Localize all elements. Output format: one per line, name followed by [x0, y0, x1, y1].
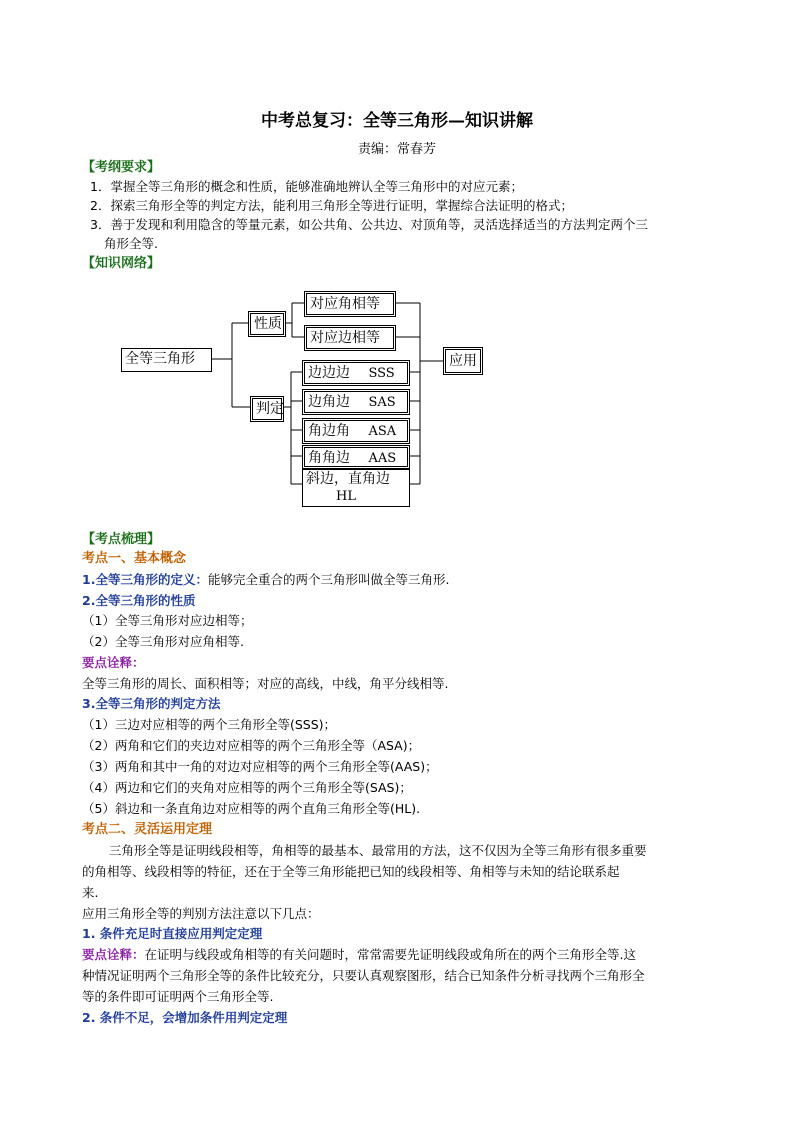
network-property-angle: 对应角相等	[304, 291, 396, 317]
syllabus-item-3: 3．善于发现和利用隐含的等量元素，如公共角、公共边、对顶角等，灵活选择适当的方法判定两个三	[90, 217, 648, 232]
network-apply-node: 应用	[443, 347, 483, 375]
paragraph1-line1: 三角形全等是证明线段相等，角相等的最基本、最常用的方法，这不仅因为全等三角形有很多重要	[109, 843, 647, 858]
syllabus-heading: 【考纲要求】	[82, 160, 161, 175]
judge-method-1: （1）三边对应相等的两个三角形全等(SSS)；	[82, 717, 337, 732]
point2-title: 考点二、灵活运用定理	[82, 822, 213, 837]
document-author: 责编：常春芳	[357, 142, 436, 157]
property-item-2: （2）全等三角形对应角相等.	[82, 634, 244, 649]
network-heading: 【知识网络】	[82, 256, 161, 271]
judge-hl-line2: HL	[336, 489, 356, 504]
syllabus-item-3-cont: 角形全等.	[104, 236, 158, 251]
judge-sas-en: SAS	[368, 395, 396, 410]
judge-method-2: （2）两角和它们的夹边对应相等的两个三角形全等（ASA)；	[82, 738, 421, 753]
condition1-title: 1. 条件充足时直接应用判定定理	[82, 926, 263, 941]
judge-asa-cn: 角边角	[308, 423, 350, 439]
judge-aas-en: AAS	[368, 451, 397, 466]
paragraph1-line3: 来.	[82, 885, 99, 900]
network-judge-node: 判定	[250, 396, 284, 422]
property-label: 2.全等三角形的性质	[82, 593, 196, 608]
condition2-title: 2. 条件不足，会增加条件用判定定理	[82, 1010, 288, 1025]
point1-title: 考点一、基本概念	[82, 551, 187, 566]
network-judge-aas	[302, 445, 410, 469]
network-judge-asa	[302, 418, 410, 444]
points-heading: 【考点梳理】	[82, 532, 161, 547]
condition1-text-1: 在证明与线段或角相等的有关问题时，常常需要先证明线段或角所在的两个三角形全等.这	[144, 947, 636, 962]
judge-hl-line1: 斜边，直角边	[306, 471, 390, 487]
network-judge-hl	[302, 469, 410, 507]
judge-method-3: （3）两角和其中一角的对边对应相等的两个三角形全等(AAS)；	[82, 759, 438, 774]
network-judge-sss	[302, 360, 410, 386]
note-text: 全等三角形的周长、面积相等；对应的高线，中线，角平分线相等.	[82, 676, 449, 691]
condition1-note-label: 要点诠释：	[82, 947, 145, 962]
judge-sss-cn: 边边边	[308, 365, 350, 381]
judge-aas-cn: 角角边	[308, 450, 350, 466]
syllabus-item-1: 1．掌握全等三角形的概念和性质，能够准确地辨认全等三角形中的对应元素；	[90, 179, 523, 194]
judge-sss-en: SSS	[368, 366, 395, 381]
property-item-1: （1）全等三角形对应边相等；	[82, 613, 253, 628]
definition-text: 能够完全重合的两个三角形叫做全等三角形.	[207, 572, 450, 587]
network-property-node: 性质	[248, 311, 286, 337]
paragraph1-line2: 的角相等、线段相等的特征，还在于全等三角形能把已知的线段相等、角相等与未知的结论联系起	[82, 864, 620, 879]
network-property-side: 对应边相等	[304, 325, 396, 351]
condition1-line1	[82, 945, 636, 965]
definition-label: 1.全等三角形的定义：	[82, 572, 208, 587]
condition1-line3: 等的条件即可证明两个三角形全等.	[82, 989, 274, 1004]
condition1-line2: 种情况证明两个三角形全等的条件比较充分，只要认真观察图形，结合已知条件分析寻找两个三角形全	[82, 968, 645, 983]
document-title: 中考总复习：全等三角形—知识讲解	[261, 111, 533, 131]
judge-method-5: （5）斜边和一条直角边对应相等的两个直角三角形全等(HL).	[82, 801, 421, 816]
note-label: 要点诠释：	[82, 655, 145, 670]
judge-method-4: （4）两边和它们的夹角对应相等的两个三角形全等(SAS)；	[82, 780, 412, 795]
judge-methods-label: 3.全等三角形的判定方法	[82, 696, 221, 711]
syllabus-item-2: 2．探索三角形全等的判定方法，能利用三角形全等进行证明，掌握综合法证明的格式；	[90, 198, 573, 213]
judge-asa-en: ASA	[368, 424, 397, 439]
definition-line	[82, 570, 449, 590]
network-judge-sas	[302, 389, 410, 415]
paragraph2: 应用三角形全等的判别方法注意以下几点：	[82, 906, 320, 921]
network-root-node: 全等三角形	[121, 348, 212, 372]
judge-sas-cn: 边角边	[308, 394, 350, 410]
